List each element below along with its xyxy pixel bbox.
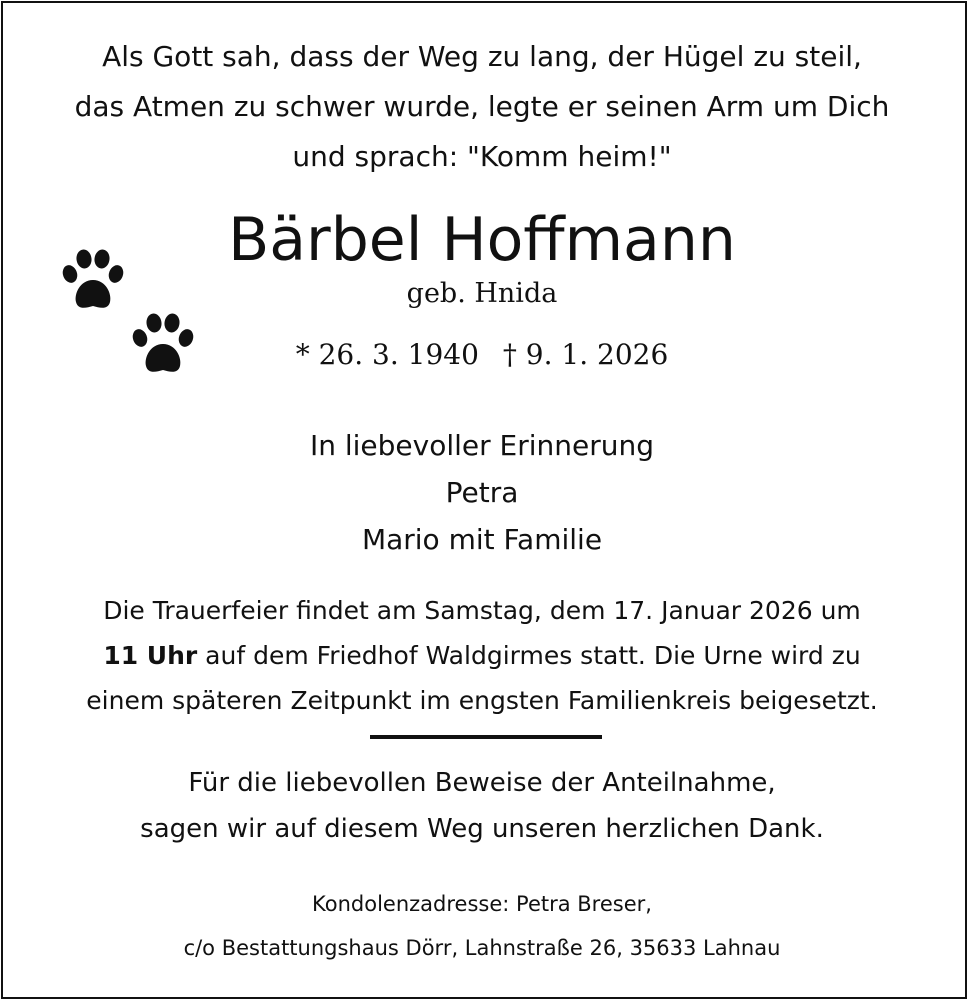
thanks (0, 760, 964, 852)
deceased-name (0, 198, 964, 282)
funeral-line-rest: auf dem Friedhof Waldgirmes statt. Die Urne wird zu (197, 641, 861, 670)
poem (0, 32, 964, 182)
funeral-info (0, 588, 964, 723)
maiden-name (0, 276, 964, 312)
death-date: † 9. 1. 2026 (502, 338, 669, 371)
mourners (0, 422, 964, 563)
thanks-line: Für die liebevollen Beweise der Anteilnahme, (188, 768, 776, 798)
mourners-intro: In liebevoller Erinnerung (309, 429, 655, 462)
funeral-line (0, 633, 964, 678)
life-dates (0, 333, 964, 377)
birth-date: * 26. 3. 1940 (295, 338, 479, 371)
poem-line: Als Gott sah, dass der Weg zu lang, der Hügel zu steil, (102, 40, 862, 73)
address-line: c/o Bestattungshaus Dörr, Lahnstraße 26, 35633 Lahnau (183, 936, 781, 960)
mourner-name: Mario mit Familie (361, 523, 603, 556)
funeral-line: Die Trauerfeier findet am Samstag, dem 17. Januar 2026 um (103, 596, 861, 625)
thanks-line: sagen wir auf diesem Weg unseren herzlichen Dank. (140, 814, 824, 844)
maiden-name-text: geb. Hnida (406, 278, 558, 309)
address-line: Kondolenzadresse: Petra Breser, (312, 892, 652, 916)
mourner-name: Petra (445, 476, 519, 509)
poem-line: das Atmen zu schwer wurde, legte er seinen Arm um Dich (74, 90, 890, 123)
deceased-name-text: Bärbel Hoffmann (228, 205, 736, 275)
poem-line: und sprach: "Komm heim!" (292, 140, 672, 173)
funeral-line: einem späteren Zeitpunkt im engsten Familienkreis beigesetzt. (86, 686, 878, 715)
funeral-time: 11 Uhr (103, 641, 198, 670)
condolence-address (0, 882, 964, 970)
divider (370, 735, 602, 739)
